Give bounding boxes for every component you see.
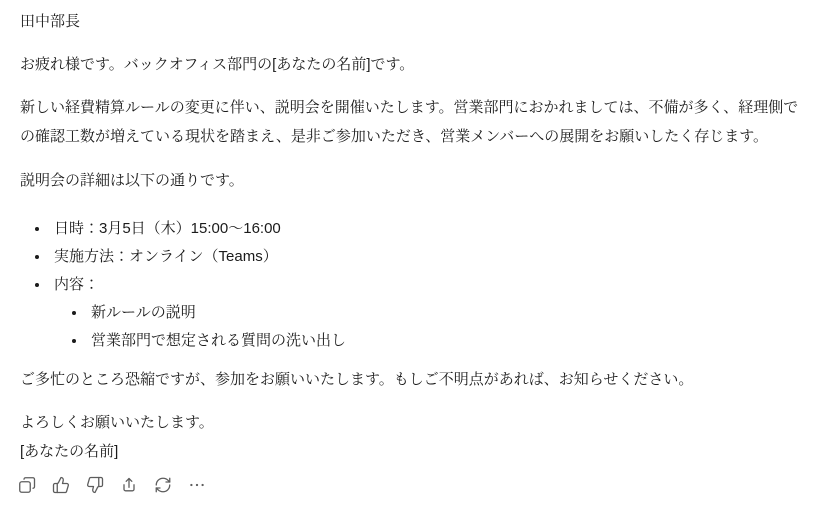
share-icon — [120, 476, 138, 494]
body-paragraph: 新しい経費精算ルールの変更に伴い、説明会を開催いたします。営業部門におかれましては、不備が多く、経理側での確認工数が増えている現状を踏まえ、是非ご参加いただき、営業メンバーへの展開をお願いしたく存じます。 — [20, 99, 799, 145]
list-item-method: • 実施方法：オンライン（Teams） — [50, 243, 803, 271]
details-list — [20, 215, 803, 355]
signature-line: [あなたの名前] — [20, 443, 119, 460]
more-options-button[interactable] — [184, 472, 210, 498]
signature-paragraph — [20, 408, 803, 466]
greeting-line: 田中部長 — [20, 13, 81, 30]
sublist-item-rule-explanation: • 新ルールの説明 — [87, 299, 803, 327]
intro-line: お疲れ様です。バックオフィス部門の[あなたの名前]です。 — [20, 56, 415, 73]
regenerate-button[interactable] — [150, 472, 176, 498]
message-action-bar — [14, 472, 823, 498]
more-options-icon — [188, 476, 206, 494]
request-paragraph: ご多忙のところ恐縮ですが、参加をお願いいたします。もしご不明点があれば、お知らせください。 — [20, 371, 694, 388]
copy-button[interactable] — [14, 472, 40, 498]
thumbs-down-button[interactable] — [82, 472, 108, 498]
thumbs-down-icon — [86, 476, 104, 494]
thumbs-up-icon — [52, 476, 70, 494]
list-item-contents-label: 内容： — [54, 276, 100, 293]
thumbs-up-button[interactable] — [48, 472, 74, 498]
details-sublist — [54, 299, 803, 355]
share-button[interactable] — [116, 472, 142, 498]
copy-icon — [18, 476, 36, 494]
signoff-line: よろしくお願いいたします。 — [20, 414, 214, 431]
sublist-item-question-review: • 営業部門で想定される質問の洗い出し — [87, 327, 803, 355]
list-item-datetime: • 日時：3月5日（木）15:00～16:00 — [50, 215, 803, 243]
regenerate-icon — [154, 476, 172, 494]
list-item-contents — [50, 271, 803, 355]
details-heading: 説明会の詳細は以下の通りです。 — [20, 172, 244, 189]
